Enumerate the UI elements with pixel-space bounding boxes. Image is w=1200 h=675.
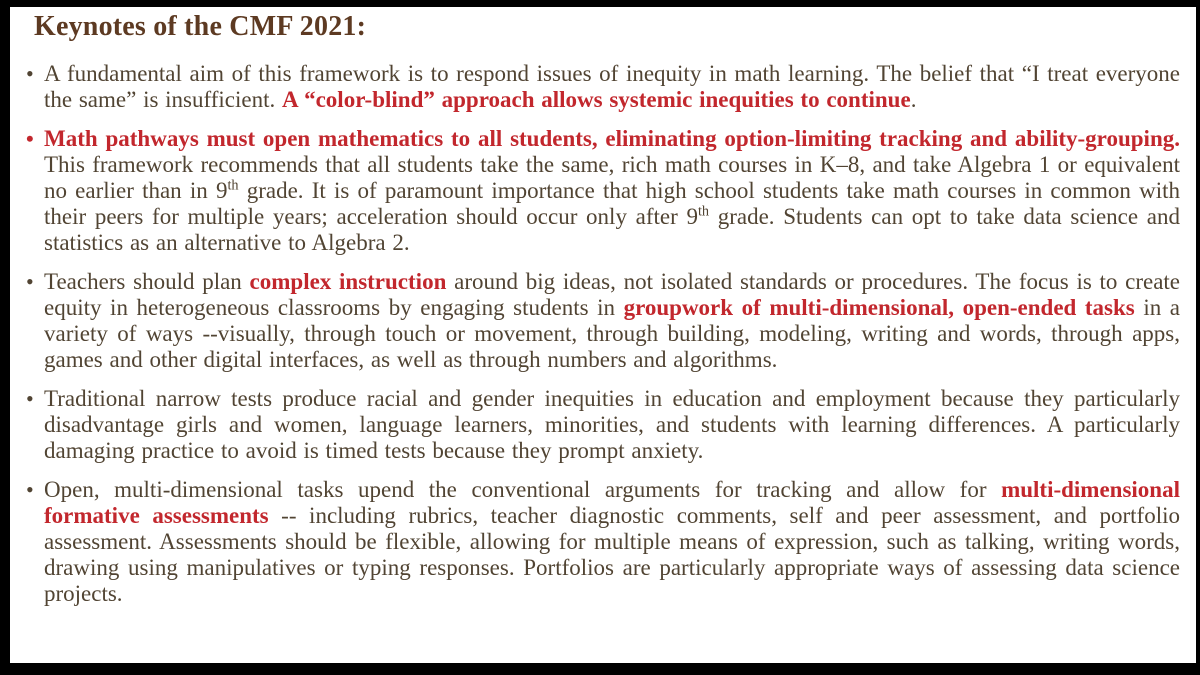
text-run: -- including rubrics, teacher diagnostic comments, self and peer assessment, and portfolio assessment. Assessments should be flexible, allowing for multiple means of expression, such as talking, writing words, drawing using manipulatives or typing responses. Portfolios are particularly appropriate ways of assessing data science projects. xyxy=(44,503,1180,606)
bullet-item xyxy=(24,269,1180,373)
bullet-text xyxy=(44,126,1180,256)
bullet-marker-icon: • xyxy=(26,126,34,151)
emphasis-text: Math pathways must open mathematics to all students, eliminating option-limiting tracking and ability-grouping. xyxy=(44,126,1180,151)
text-run: grade. Students can opt to take data science and statistics as an alternative to Algebra 2. xyxy=(44,204,1180,255)
bullet-text xyxy=(44,61,1180,113)
superscript-text: th xyxy=(697,203,710,220)
bullet-marker-icon: • xyxy=(26,386,34,411)
slide-title: Keynotes of the CMF 2021: xyxy=(34,11,367,42)
text-run: Open, multi-dimensional tasks upend the conventional arguments for tracking and allow for xyxy=(44,477,1002,502)
bullet-item xyxy=(24,126,1180,256)
slide xyxy=(10,7,1196,663)
text-run: Traditional narrow tests produce racial and gender inequities in education and employment because they particularly disadvantage girls and women, language learners, minorities, and students with learning differences. A particularly damaging practice to avoid is timed tests because they prompt anxiety. xyxy=(44,386,1180,463)
text-run: This framework recommends that all students take the same, rich math courses in K–8, and take Algebra 1 or equivalent no earlier than in 9 xyxy=(44,152,1180,203)
bullet-list xyxy=(24,61,1180,607)
superscript-text: th xyxy=(227,177,239,194)
bullet-marker-icon: • xyxy=(26,269,34,294)
emphasis-text: multi-dimensional formative assessments xyxy=(44,477,1180,528)
bullet-item xyxy=(24,386,1180,464)
bullet-text xyxy=(44,386,1180,464)
bullet-item xyxy=(24,477,1180,607)
text-run: in a variety of ways --visually, through touch or movement, through building, modeling, writing and words, through apps, games and other digital interfaces, as well as through numbers and algorithms. xyxy=(44,295,1180,372)
text-run: grade. It is of paramount importance that high school students take math courses in common with their peers for multiple years; acceleration should occur only after 9 xyxy=(44,178,1180,229)
text-run: . xyxy=(910,87,917,112)
emphasis-text: groupwork of multi-dimensional, open-ended tasks xyxy=(623,295,1135,320)
bullet-text xyxy=(44,269,1180,373)
emphasis-text: A “color-blind” approach allows systemic inequities to continue xyxy=(282,87,911,112)
bullet-text xyxy=(44,477,1180,607)
bullet-marker-icon: • xyxy=(26,477,34,502)
bullet-marker-icon: • xyxy=(26,61,34,86)
text-run: Teachers should plan xyxy=(44,269,250,294)
text-run: around big ideas, not isolated standards or procedures. The focus is to create equity in heterogeneous classrooms by engaging students in xyxy=(44,269,1181,320)
emphasis-text: complex instruction xyxy=(249,269,447,294)
text-run: A fundamental aim of this framework is to respond issues of inequity in math learning. The belief that “I treat everyone the same” is insufficient. xyxy=(44,61,1180,112)
bullet-item xyxy=(24,61,1180,113)
